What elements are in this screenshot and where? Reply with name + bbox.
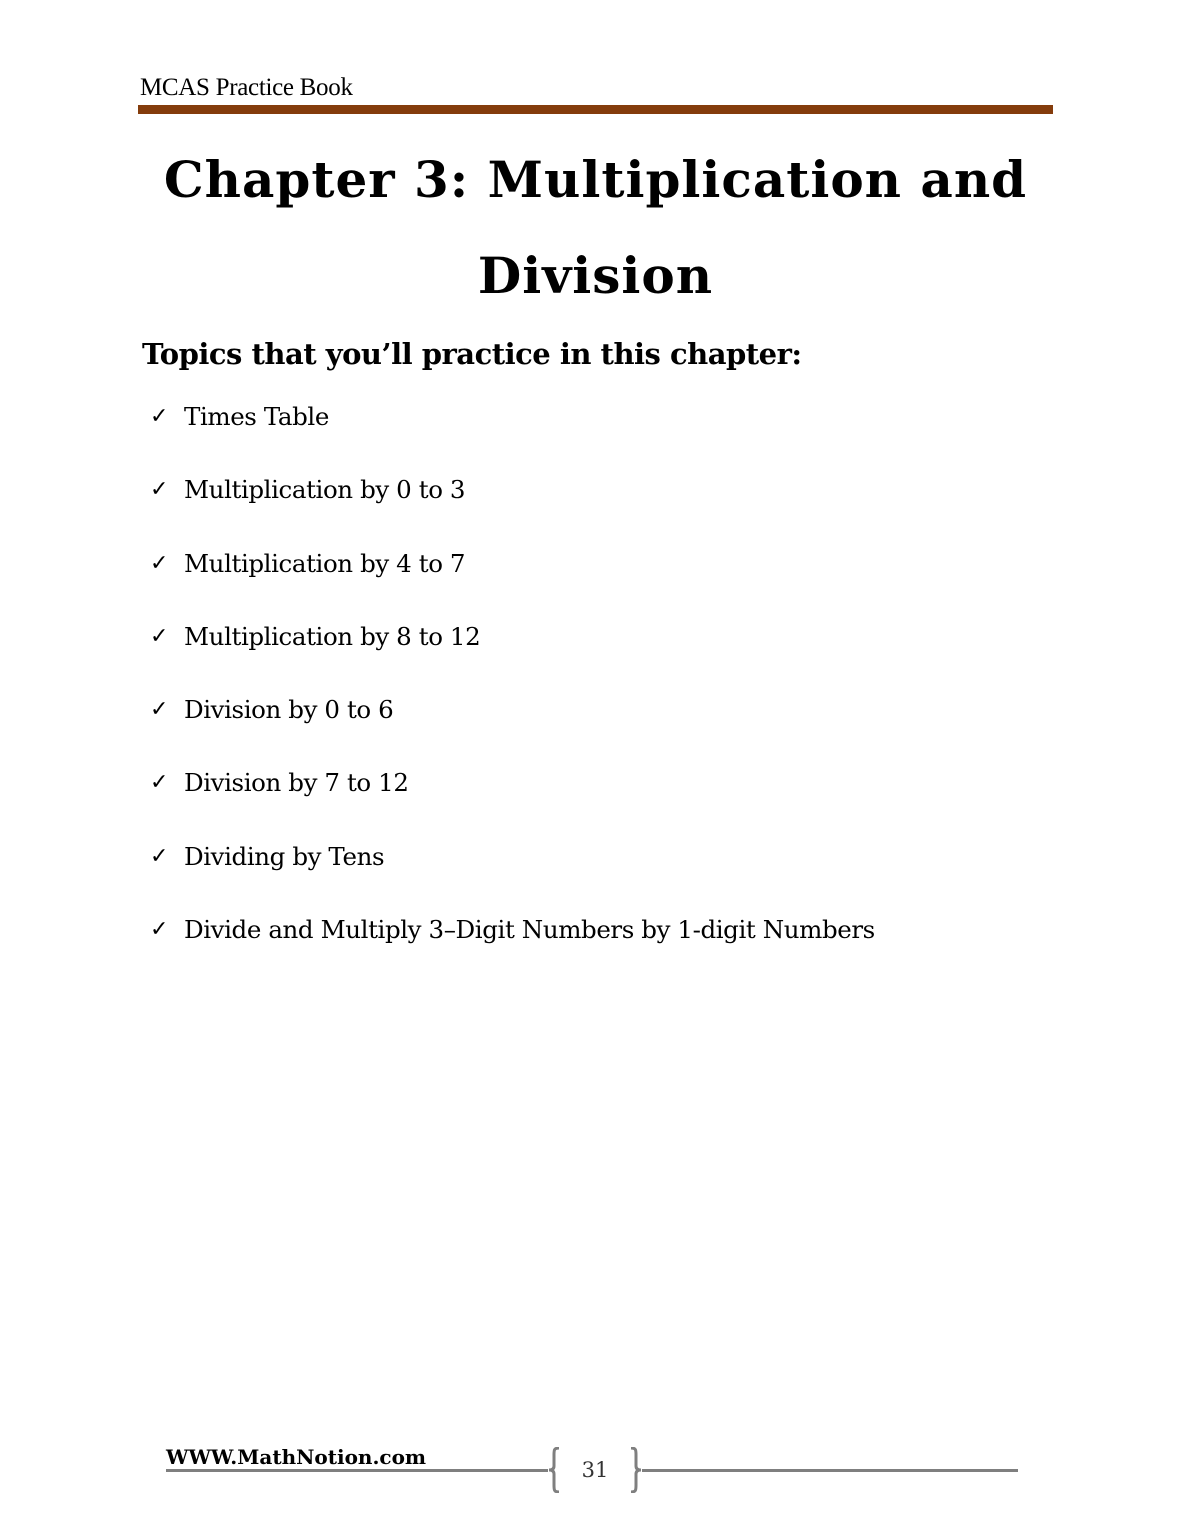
topic-label: Division by 0 to 6 [184,695,394,725]
topic-label: Multiplication by 0 to 3 [184,475,466,505]
check-mark-icon: ✓ [150,843,169,869]
page-number: 31 [581,1458,609,1482]
topic-label: Division by 7 to 12 [184,768,409,798]
header-rule [138,105,1053,114]
right-brace-icon [628,1447,642,1493]
topic-item [150,911,875,984]
check-mark-icon: ✓ [150,623,169,649]
topics-list [150,398,875,984]
left-brace-icon [548,1447,562,1493]
topic-item [150,471,875,544]
topic-item [150,618,875,691]
topic-item [150,764,875,837]
topic-label: Multiplication by 4 to 7 [184,548,466,578]
footer-rule-left [166,1469,548,1472]
chapter-title-line-2: Division [477,246,714,305]
topic-label: Dividing by Tens [184,841,385,871]
topic-item [150,838,875,911]
chapter-title [138,132,1053,324]
footer-rule-right [642,1469,1018,1472]
topic-item [150,398,875,471]
topic-label: Divide and Multiply 3–Digit Numbers by 1-digit Numbers [184,915,875,945]
topic-item [150,691,875,764]
topics-heading: Topics that you’ll practice in this chapter: [142,337,802,371]
topic-label: Times Table [184,402,329,431]
check-mark-icon: ✓ [150,917,169,943]
check-mark-icon: ✓ [150,697,169,723]
check-mark-icon: ✓ [150,770,169,796]
footer-website: WWW.MathNotion.com [166,1445,427,1469]
chapter-title-line-1: Chapter 3: Multiplication and [163,150,1028,209]
check-mark-icon: ✓ [150,550,169,576]
check-mark-icon: ✓ [150,477,169,503]
check-mark-icon: ✓ [150,404,169,429]
topic-label: Multiplication by 8 to 12 [184,621,481,651]
topic-item [150,545,875,618]
header-title: MCAS Practice Book [140,74,353,101]
